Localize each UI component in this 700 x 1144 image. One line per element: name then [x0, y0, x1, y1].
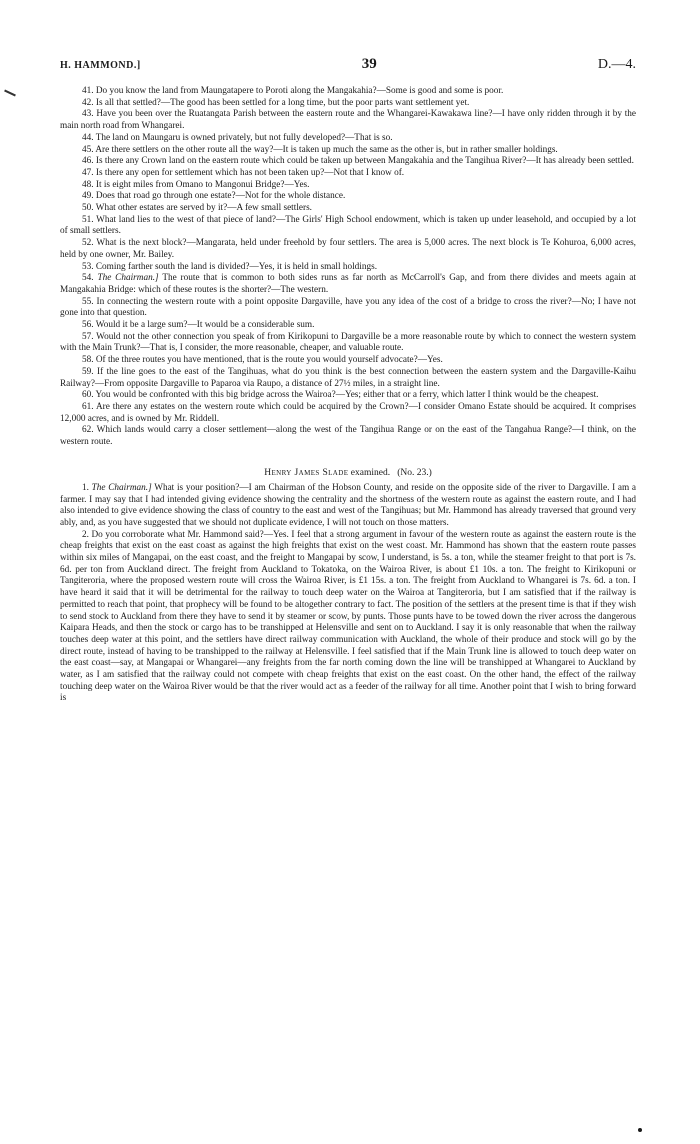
evidence-paragraph: [60, 168, 636, 180]
evidence-paragraph: [60, 156, 636, 168]
question-number: 49.: [82, 191, 94, 202]
evidence-text: In connecting the western route with a point opposite Dargaville, have you any idea of the cost of a bridge to cross the river?—No; I have not gone into that question.: [60, 296, 637, 319]
evidence-text: The route that is common to both sides runs as far north as McCarroll's Gap, and from there divides and meets again at Mangakahia Bridge: which of these routes is the shorter?—The western.: [60, 273, 637, 295]
question-number: 62.: [82, 425, 94, 436]
question-number: 54.: [82, 273, 94, 284]
evidence-text: What is your position?—I am Chairman of the Hobson County, and reside on the opposite side of the river to Dargaville. I am a farmer. I may say that I had intended giving evidence showing the centrality and the shortness of the western route as against the eastern route, and I had also intended to give evidence showing the class of country to the east and west of the Tangihuas; but Mr. Hammond has already traversed that ground very ably, and, as you have suggested that we should not duplicate evidence, I will not touch on those matters.: [60, 482, 636, 528]
question-number: 48.: [82, 179, 94, 190]
page-header: [60, 56, 636, 76]
evidence-paragraph: [60, 109, 636, 132]
page-number: 39: [361, 56, 377, 72]
evidence-text: Of the three routes you have mentioned, that is the route you would yourself advocate?—Yes.: [95, 355, 443, 366]
evidence-paragraph: [60, 425, 636, 448]
question-number: 50.: [82, 203, 94, 214]
page-mark: [638, 1128, 642, 1132]
evidence-text: Is all that settled?—The good has been settled for a long time, but the poor parts want settlement yet.: [95, 97, 470, 108]
evidence-paragraph: [60, 86, 636, 98]
evidence-text: Is there any open for settlement which has not been taken up?—Not that I know of.: [95, 167, 405, 178]
speaker-label: The Chairman.]: [97, 273, 159, 284]
witness-name: Henry James Slade: [264, 467, 349, 478]
evidence-text: Would it be a large sum?—It would be a considerable sum.: [95, 320, 315, 331]
question-number: 41.: [82, 86, 94, 96]
evidence-text: What land lies to the west of that piece of land?—The Girls' High School endowment, which is taken up under leasehold, and occupied by a lot of small settlers.: [60, 214, 636, 237]
witness-number: (No. 23.): [397, 467, 432, 478]
evidence-paragraph: [60, 238, 636, 261]
evidence-paragraph: [60, 390, 636, 402]
evidence-paragraph: [60, 191, 636, 203]
witness-examined: examined.: [350, 467, 391, 478]
evidence-text: What is the next block?—Mangarata, held under freehold by four settlers. The area is 5,000 acres. The next block is Te Kohuroa, 6,000 acres, held by one owner, Mr. Bailey.: [60, 238, 636, 260]
question-number: 1.: [82, 482, 89, 493]
evidence-paragraph: [60, 320, 636, 332]
witness-heading: [60, 467, 636, 480]
document-reference: D.—4.: [597, 57, 636, 72]
evidence-text: The land on Maungaru is owned privately, but not fully developed?—That is so.: [95, 132, 393, 143]
question-number: 61.: [82, 401, 94, 412]
evidence-text: Which lands would carry a closer settlement—along the west of the Tangihua Range or on the east of the Tangahua Range?—I think, on the western route.: [60, 425, 636, 448]
evidence-text: Do you corroborate what Mr. Hammond said?—Yes. I feel that a strong argument in favour of the western route as against the eastern route is the cheap freights that exist on the east coast as against the high freights that exist on the west coast. Mr. Hammond has shown that the eastern route passes within six miles of Mangapai, on the east coast, and the freight to Mangapai by scow, I understand, is 5s. a ton, while the steamer freight to that port is 7s. 6d. per ton from Auckland direct. The freight from Auckland to Tokatoka, on the Wairoa River, is about £1 10s. a ton. The freight to Kirikopuni or Tangiteroria, where the proposed western route will cross the Wairoa River, is £1 15s. a ton. The freight from Auckland to Whangarei is 7s. 6d. a ton. I have heard it said that it will be detrimental for the railway to touch deep water on the Wairoa at Tangiteroria, but I am satisfied that if the railway is permitted to reach that point, that prophecy will be found to be altogether contrary to fact. The position of the settlers at the present time is that if they wish to send stock to Auckland from there they have to send it by steamer or scow, by punts. Those punts have to be towed down the river across the dangerous Kaipara Heads, and then the stock or cargo has to be transhipped at Helensville and sent on to Auckland. I say it is only reasonable that when the railway touches deep water at this point, and the settlers have direct railway communication with Auckland, the whole of their produce and stock will go by the direct route, instead of having to be transhipped to the railway at Helensville. I feel satisfied that if the Main Trunk line is allowed to touch deep water on the east coast—say, at Mangapai or Whangarei—any freights from the far north coming down the line will be transhipped at Whangarei to Auckland by water, as I am satisfied that the railway could not compete with cheap freights that exist on the east coast. On the other hand, the effect of the railway touching deep water on the Wairoa River would be that the river would act as a feeder of the railway for all time. Another point that I wish to bring forward is: [60, 529, 637, 704]
evidence-paragraph: [60, 297, 636, 320]
question-number: 55.: [82, 296, 94, 307]
question-number: 58.: [82, 355, 94, 366]
slade-evidence: [60, 483, 636, 705]
evidence-paragraph: [60, 262, 636, 274]
question-number: 45.: [82, 144, 94, 155]
question-number: 46.: [82, 156, 94, 167]
evidence-paragraph: [60, 180, 636, 192]
evidence-paragraph: [60, 530, 636, 706]
question-number: 47.: [82, 167, 94, 178]
hammond-evidence: [60, 86, 636, 449]
question-number: 44.: [82, 132, 94, 143]
evidence-paragraph: [60, 332, 636, 355]
evidence-text: Is there any Crown land on the eastern route which could be taken up between Mangakahia and the Tangihua River?—It has already been settled.: [95, 156, 634, 167]
evidence-text: Would not the other connection you speak of from Kirikopuni to Dargaville be a more reasonable route by which to connect the western system with the Main Trunk?—That is, I consider, the more reasonable, cheaper, and valuable route.: [60, 331, 636, 354]
evidence-text: It is eight miles from Omano to Mangonui Bridge?—Yes.: [95, 179, 310, 190]
question-number: 60.: [82, 390, 94, 401]
question-number: 2.: [82, 529, 89, 540]
evidence-paragraph: [60, 133, 636, 145]
question-number: 57.: [82, 331, 94, 342]
evidence-paragraph: [60, 402, 636, 425]
evidence-paragraph: [60, 98, 636, 110]
speaker-label: The Chairman.]: [91, 482, 152, 493]
evidence-paragraph: [60, 145, 636, 157]
evidence-paragraph: [60, 215, 636, 238]
evidence-text: Do you know the land from Maungatapere to Poroti along the Mangakahia?—Some is good and some is poor.: [95, 86, 504, 96]
evidence-paragraph: [60, 203, 636, 215]
evidence-paragraph: [60, 483, 636, 530]
evidence-text: What other estates are served by it?—A few small settlers.: [95, 203, 312, 214]
question-number: 53.: [82, 261, 94, 272]
evidence-paragraph: [60, 367, 636, 390]
evidence-text: If the line goes to the east of the Tangihuas, what do you think is the best connection between the eastern system and the Dargaville-Kaihu Railway?—From opposite Dargaville to Paparoa via Raupo, a distance of 27½ miles, in a straight line.: [60, 366, 636, 389]
document-body: [60, 86, 636, 705]
question-number: 51.: [82, 214, 94, 225]
evidence-text: Have you been over the Ruatangata Parish between the eastern route and the Whangarei-Kawakawa line?—I have only ridden through it by the main north road from Whangarei.: [60, 109, 636, 132]
question-number: 42.: [82, 97, 94, 108]
margin-mark: [4, 90, 16, 97]
evidence-paragraph: [60, 273, 636, 296]
question-number: 59.: [82, 366, 94, 377]
document-page: [60, 56, 636, 705]
question-number: 56.: [82, 320, 94, 331]
evidence-text: Are there any estates on the western route which could be acquired by the Crown?—I consider Omano Estate should be acquired. It comprises 12,000 acres, and is owned by Mr. Riddell.: [60, 401, 636, 424]
header-witness: H. HAMMOND.]: [60, 60, 141, 71]
evidence-text: You would be confronted with this big bridge across the Wairoa?—Yes; either that or a ferry, which latter I think would be the cheapest.: [95, 390, 599, 401]
evidence-paragraph: [60, 355, 636, 367]
evidence-text: Does that road go through one estate?—Not for the whole distance.: [95, 191, 346, 202]
evidence-text: Are there settlers on the other route all the way?—It is taken up much the same as the other is, but in rather smaller holdings.: [95, 144, 558, 155]
question-number: 43.: [82, 109, 94, 120]
evidence-text: Coming farther south the land is divided?—Yes, it is held in small holdings.: [95, 261, 378, 272]
question-number: 52.: [82, 238, 94, 249]
